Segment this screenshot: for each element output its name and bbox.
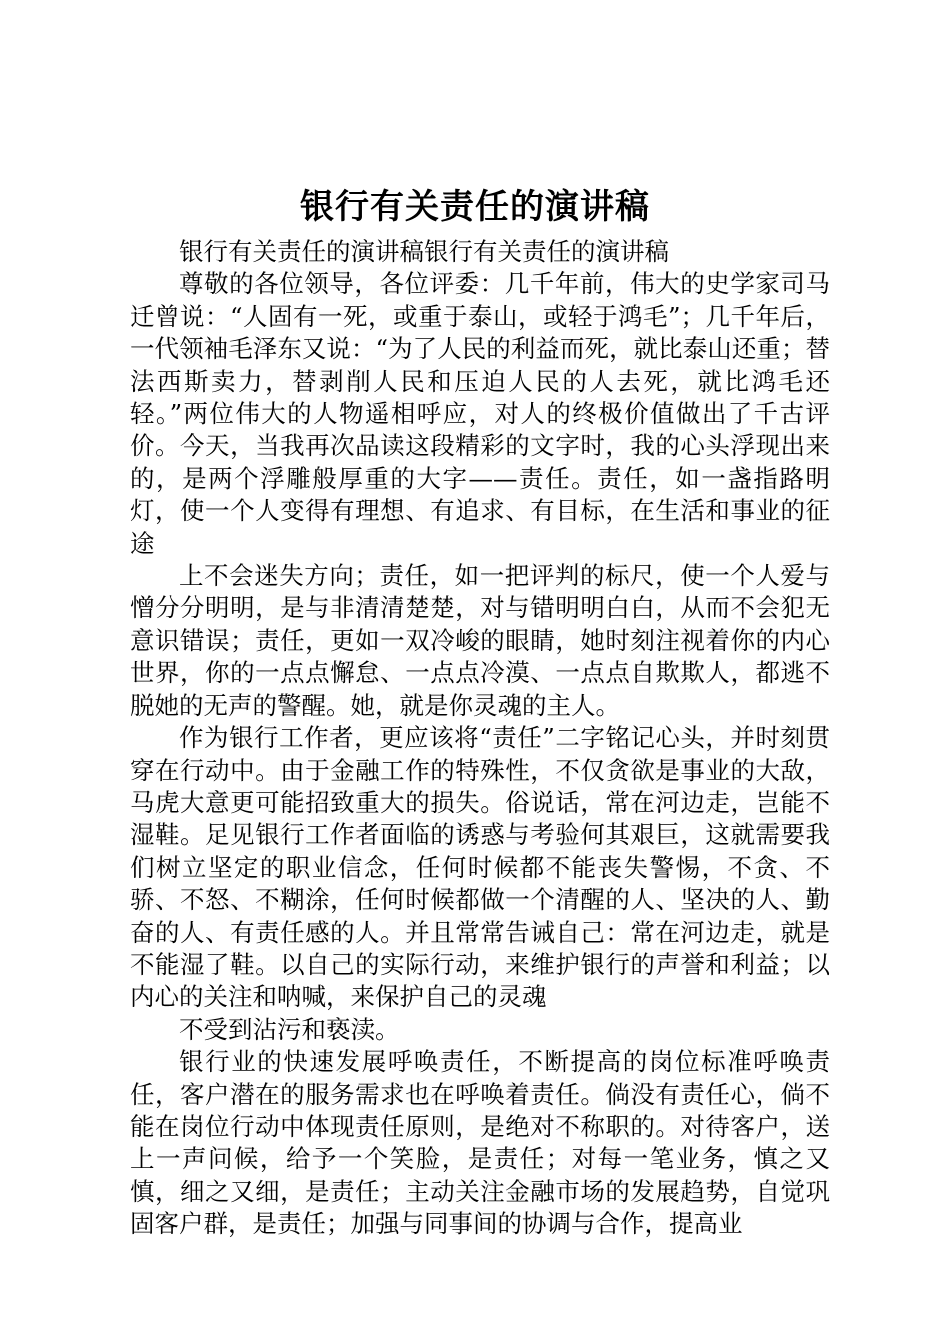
paragraph-5: 不受到沾污和亵渎。 — [179, 1014, 400, 1044]
document-body — [130, 236, 830, 1241]
document-title: 银行有关责任的演讲稿 — [300, 187, 650, 227]
paragraph-1: 银行有关责任的演讲稿银行有关责任的演讲稿 — [179, 237, 669, 266]
paragraph-2: 尊敬的各位领导，各位评委：几千年前，伟大的史学家司马迁曾说：“人固有一死，或重于泰山，或轻于鸿毛”；几千年后，一代领袖毛泽东又说：“为了人民的利益而死，就比泰山还重；替法西斯卖力，替剥削人民和压迫人民的人去死，就比鸿毛还轻。”两位伟大的人物遥相呼应，对人的终极价值做出了千古评价。今天，当我再次品读这段精彩的文字时，我的心头浮现出来的，是两个浮雕般厚重的大字——责任。责任，如一盏指路明灯，使一个人变得有理想、有追求、有目标，在生活和事业的征途 — [130, 269, 830, 558]
paragraph-3: 上不会迷失方向；责任，如一把评判的标尺，使一个人爱与憎分分明明，是与非清清楚楚，对与错明明白白，从而不会犯无意识错误；责任，更如一双冷峻的眼睛，她时刻注视着你的内心世界，你的一点点懈怠、一点点冷漠、一点点自欺欺人，都逃不脱她的无声的警醒。她，就是你灵魂的主人。 — [130, 561, 830, 720]
paragraph-4: 作为银行工作者，更应该将“责任”二字铭记心头，并时刻贯穿在行动中。由于金融工作的特殊性，不仅贪欲是事业的大敌，马虎大意更可能招致重大的损失。俗说话，常在河边走，岂能不湿鞋。足见银行工作者面临的诱惑与考验何其艰巨，这就需要我们树立坚定的职业信念，任何时候都不能丧失警惕，不贪、不骄、不怒、不糊涂，任何时候都做一个清醒的人、坚决的人、勤奋的人、有责任感的人。并且常常告诫自己：常在河边走，就是不能湿了鞋。以自己的实际行动，来维护银行的声誉和利益；以内心的关注和呐喊，来保护自己的灵魂 — [130, 723, 830, 1012]
paragraph-6: 银行业的快速发展呼唤责任，不断提高的岗位标准呼唤责任，客户潜在的服务需求也在呼唤着责任。倘没有责任心，倘不能在岗位行动中体现责任原则，是绝对不称职的。对待客户，送上一声问候，给予一个笑脸，是责任；对每一笔业务，慎之又慎，细之又细，是责任；主动关注金融市场的发展趋势，自觉巩固客户群，是责任；加强与同事间的协调与合作，提高业 — [130, 1047, 830, 1239]
